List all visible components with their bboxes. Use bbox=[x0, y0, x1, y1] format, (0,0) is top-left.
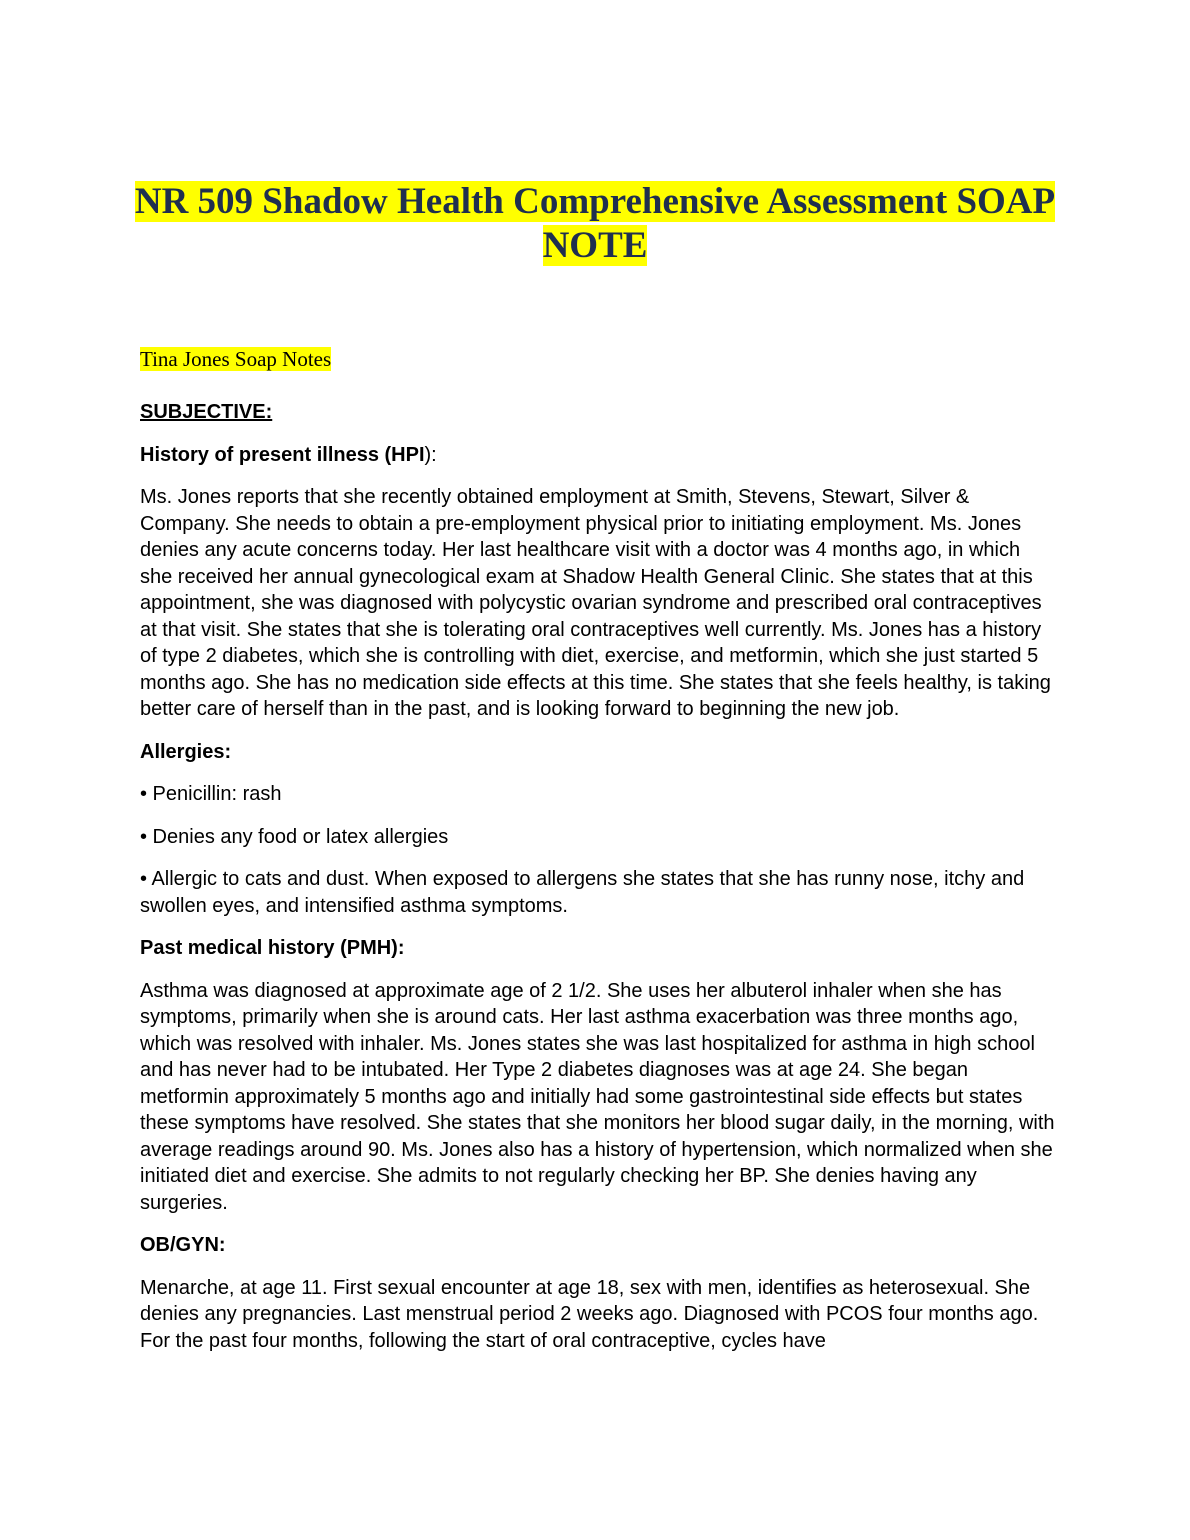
hpi-heading-text: History of present illness (HPI bbox=[140, 443, 425, 466]
subjective-heading: SUBJECTIVE: bbox=[140, 401, 273, 423]
pmh-heading: Past medical history (PMH): bbox=[140, 937, 405, 959]
allergy-item: • Penicillin: rash bbox=[140, 783, 282, 805]
hpi-heading-suffix: ): bbox=[424, 443, 437, 466]
allergy-item: • Denies any food or latex allergies bbox=[140, 825, 449, 848]
pmh-paragraph: Asthma was diagnosed at approximate age of 2 1/2. She uses her albuterol inhaler when she has symptoms, primarily when she is around cats. Her last asthma exacerbation was three months ago, which was resolved with inhaler. Ms. Jones states she was last hospitalized for asthma in high school and has never had to be intubated. Her Type 2 diabetes diagnoses was at age 24. She began metformin approximately 5 months ago and initially had some gastrointestinal side effects but states these symptoms have resolved. She states that she monitors her blood sugar daily, in the morning, with average readings around 90. Ms. Jones also has a history of hypertension, which normalized when she initiated diet and exercise. She admits to not regularly checking her BP. She denies having any surgeries. bbox=[140, 979, 1055, 1214]
allergies-heading: Allergies: bbox=[140, 740, 232, 763]
document-subtitle bbox=[140, 346, 331, 372]
title-line-2: NOTE bbox=[542, 225, 648, 266]
subtitle-text: Tina Jones Soap Notes bbox=[140, 347, 332, 371]
document-body bbox=[140, 399, 1055, 1370]
hpi-paragraph: Ms. Jones reports that she recently obtained employment at Smith, Stevens, Stewart, Silver & Company. She needs to obtain a pre-employment physical prior to initiating employment. Ms. Jones denies any acute concerns today. Her last healthcare visit with a doctor was 4 months ago, in which she received her annual gynecological exam at Shadow Health General Clinic. She states that at this appointment, she was diagnosed with polycystic ovarian syndrome and prescribed oral contraceptives at that visit. She states that she is tolerating oral contraceptives well currently. Ms. Jones has a history of type 2 diabetes, which she is controlling with diet, exercise, and metformin, which she just started 5 months ago. She has no medication side effects at this time. She states that she feels healthy, is taking better care of herself than in the past, and is looking forward to beginning the new job. bbox=[140, 486, 1051, 720]
document-title bbox=[120, 180, 1070, 268]
allergy-item: • Allergic to cats and dust. When exposed to allergens she states that she has runny nose, itchy and swollen eyes, and intensified asthma symptoms. bbox=[140, 868, 1025, 917]
obgyn-paragraph: Menarche, at age 11. First sexual encounter at age 18, sex with men, identifies as heterosexual. She denies any pregnancies. Last menstrual period 2 weeks ago. Diagnosed with PCOS four months ago. For the past four months, following the start of oral contraceptive, cycles have bbox=[140, 1276, 1039, 1352]
hpi-heading bbox=[140, 442, 1055, 469]
obgyn-heading: OB/GYN: bbox=[140, 1234, 226, 1256]
title-line-1: NR 509 Shadow Health Comprehensive Assessment SOAP bbox=[134, 181, 1056, 222]
